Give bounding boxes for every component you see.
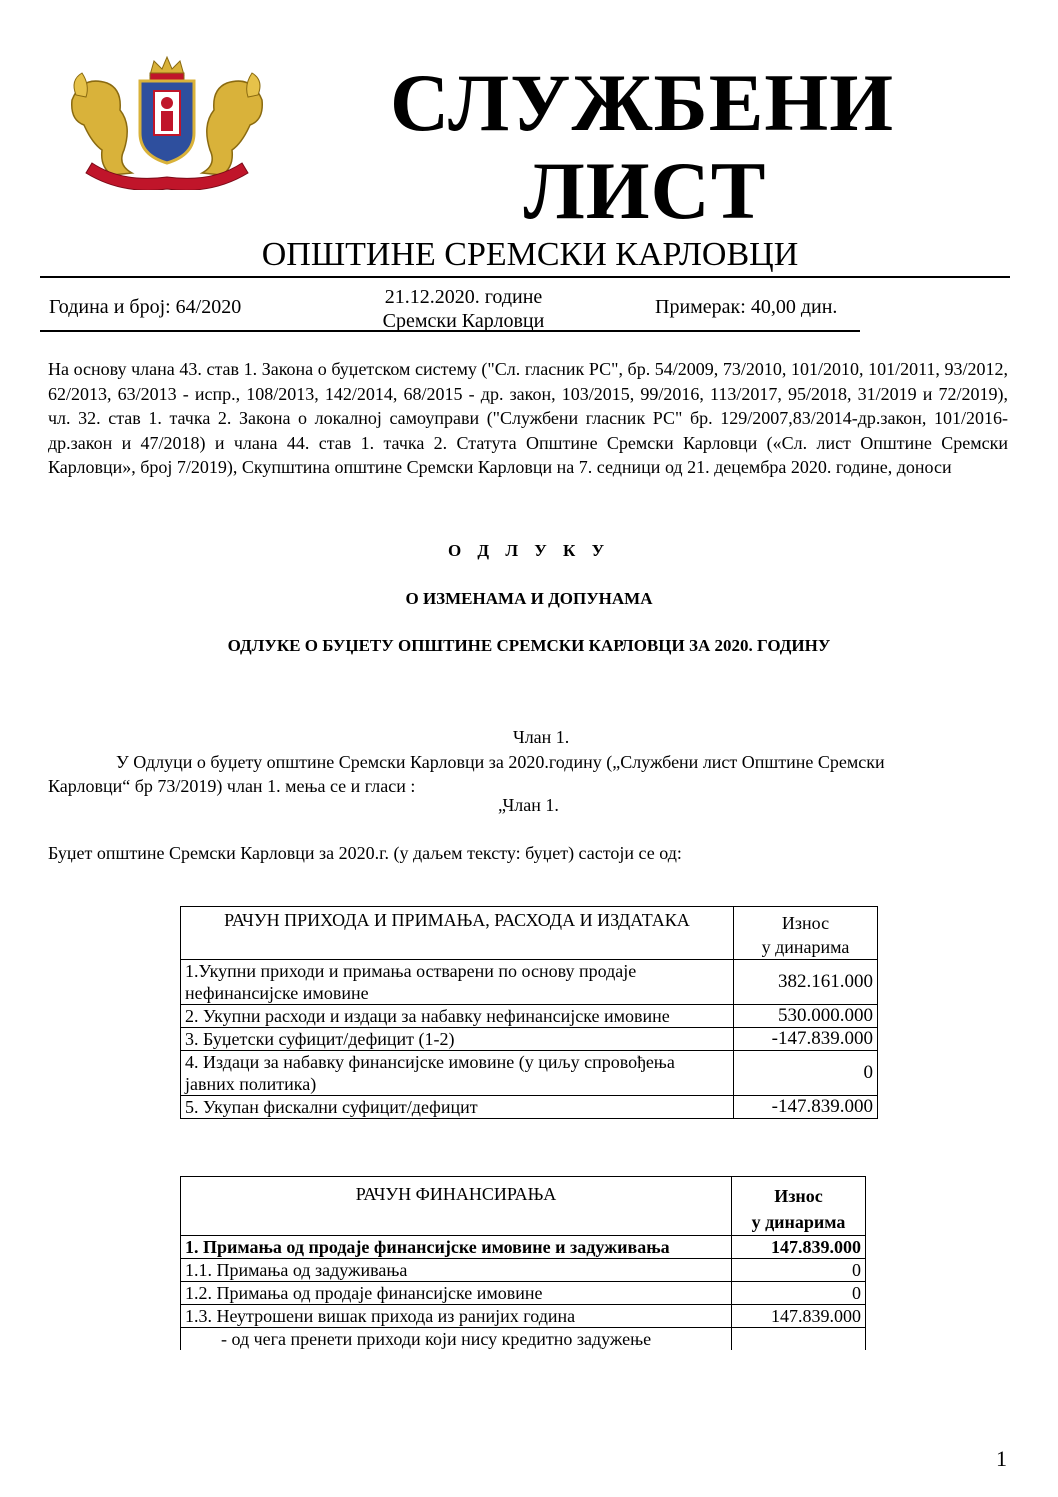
gazette-title-line2: ЛИСТ: [523, 145, 767, 236]
row-label: 3. Буџетски суфицит/дефицит (1-2): [181, 1028, 734, 1051]
row-amount: 147.839.000: [732, 1305, 866, 1328]
issue-price: Примерак: 40,00 дин.: [655, 296, 838, 318]
header-divider-top: [40, 276, 1010, 278]
decision-subject: ОДЛУКЕ О БУЏЕТУ ОПШТИНЕ СРЕМСКИ КАРЛОВЦИ ЗА 2020. ГОДИНУ: [227, 636, 831, 655]
article-quote-heading: „Члан 1.: [498, 795, 559, 815]
row-amount: 0: [732, 1259, 866, 1282]
article-text: У Одлуци о буџету општине Сремски Карловци за 2020.годину („Службени лист Општине Сремски Карловци“ бр 73/2019) члан 1. мења се и гласи :: [48, 752, 885, 796]
financing-table: [180, 1176, 866, 1350]
table-row: [181, 960, 878, 1005]
table-row: [181, 1028, 878, 1051]
header-divider-bottom: [40, 330, 860, 332]
amount-label: Износ: [774, 1186, 823, 1206]
table-header-row: [181, 1177, 866, 1236]
table-row: [181, 1005, 878, 1028]
table-header-amount: [734, 907, 878, 960]
row-amount: -147.839.000: [734, 1028, 878, 1051]
row-label: 1.1. Примања од задуживања: [181, 1259, 732, 1282]
row-label: 4. Издаци за набавку финансијске имовине (у циљу спровођења јавних политика): [181, 1051, 734, 1096]
gazette-subtitle: ОПШТИНЕ СРЕМСКИ КАРЛОВЦИ: [261, 236, 799, 273]
decision-title: О Д Л У К У: [447, 541, 611, 560]
table-row: [181, 1051, 878, 1096]
issue-place: Сремски Карловци: [382, 310, 545, 332]
preamble-paragraph: На основу члана 43. став 1. Закона о буџетском систему ("Сл. гласник РС", бр. 54/2009, 73/2010, 101/2010, 101/2011, 93/2012, 62/2013, 63/2013 - испр., 108/2013, 142/2014, 68/2015 - др. закон, 103/2015, 99/2016, 113/2017, 95/2018, 31/2019 и 72/2019), чл. 32. став 1. тачка 2. Закона о локалној самоуправи ("Службени гласник РС" бр. 129/2007,83/2014-др.закон, 101/2016-др.закон и 47/2018) и члана 44. став 1. тачка 2. Статута Општине Сремски Карловци («Сл. лист Општине Сремски Карловци», број 7/2019), Скупштина општине Сремски Карловци на 7. седници од 21. децембра 2020. године, доноси: [48, 359, 1008, 477]
table-row: [181, 1328, 866, 1351]
table-row: [181, 1259, 866, 1282]
row-label: - од чега пренети приходи који нису кредитно задужење: [181, 1328, 732, 1351]
row-amount: 382.161.000: [734, 960, 878, 1005]
table-row: [181, 1096, 878, 1119]
amount-label: Износ: [781, 913, 830, 933]
row-amount: -147.839.000: [734, 1096, 878, 1119]
table-header-amount: [732, 1177, 866, 1236]
row-amount: [732, 1328, 866, 1351]
row-label: 1.3. Неутрошени вишак прихода из ранијих година: [181, 1305, 732, 1328]
issue-date: 21.12.2020. године: [384, 286, 543, 308]
row-label: 5. Укупан фискални суфицит/дефицит: [181, 1096, 734, 1119]
revenue-expenditure-table: [180, 906, 878, 1119]
row-label: 1.Укупни приходи и примања остварени по основу продаје нефинансијске имовине: [181, 960, 734, 1005]
issue-number: Година и број: 64/2020: [49, 296, 242, 318]
row-amount: 0: [734, 1051, 878, 1096]
row-amount: 530.000.000: [734, 1005, 878, 1028]
table-header-label: РАЧУН ПРИХОДА И ПРИМАЊА, РАСХОДА И ИЗДАТАКА: [181, 907, 734, 960]
decision-subtitle: О ИЗМЕНАМА И ДОПУНАМА: [405, 589, 653, 608]
article-heading: Члан 1.: [513, 727, 570, 747]
row-amount: 147.839.000: [732, 1236, 866, 1259]
issue-date-place: [356, 285, 571, 333]
budget-intro: Буџет општине Сремски Карловци за 2020.г. (у даљем тексту: буџет) састоји се од:: [48, 843, 682, 863]
table-row: [181, 1236, 866, 1259]
row-label: 1.2. Примања од продаје финансијске имовине: [181, 1282, 732, 1305]
page-number: 1: [996, 1446, 1007, 1471]
table-header-row: [181, 907, 878, 960]
row-label: 2. Укупни расходи и издаци за набавку нефинансијске имовине: [181, 1005, 734, 1028]
table-row: [181, 1282, 866, 1305]
coat-of-arms-icon: [62, 55, 272, 190]
table-row: [181, 1305, 866, 1328]
table-header-label: РАЧУН ФИНАНСИРАЊА: [181, 1177, 732, 1236]
row-amount: 0: [732, 1282, 866, 1305]
gazette-title-line1: СЛУЖБЕНИ: [389, 57, 894, 148]
currency-label: у динарима: [761, 937, 850, 957]
currency-label: у динарима: [751, 1212, 846, 1232]
row-label: 1. Примања од продаје финансијске имовине и задуживања: [181, 1236, 732, 1259]
